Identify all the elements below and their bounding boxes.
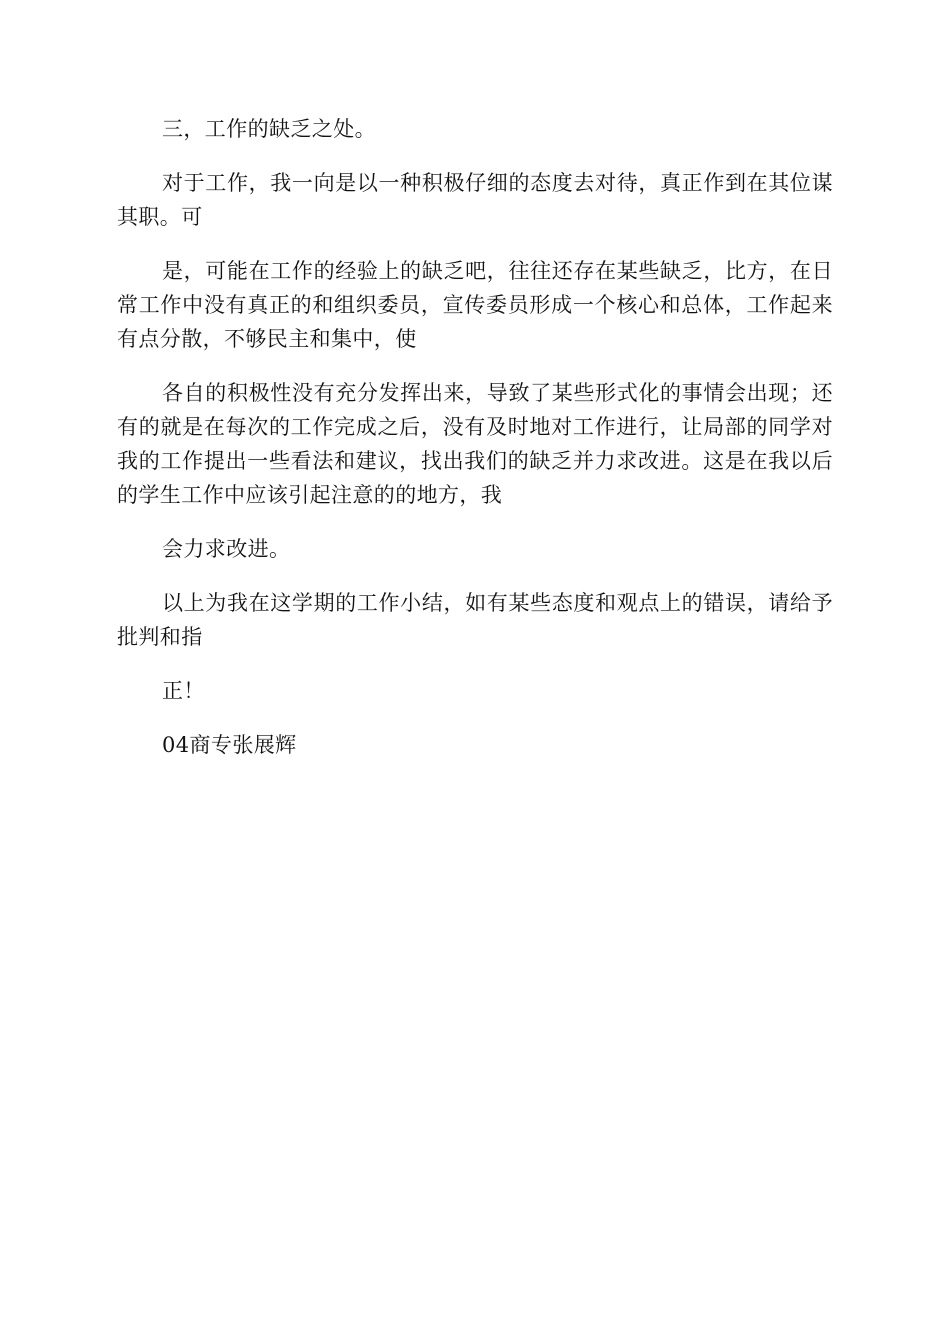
paragraph-4: 会力求改进。 [162, 537, 291, 561]
paragraph-5: 以上为我在这学期的工作小结，如有某些态度和观点上的错误，请给予批判和指 [117, 591, 833, 649]
paragraph-2: 是，可能在工作的经验上的缺乏吧，往往还存在某些缺乏，比方，在日常工作中没有真正的和组织委员，宣传委员形成一个核心和总体，工作起来有点分散，不够民主和集中，使 [117, 259, 833, 351]
signature: 04商专张展辉 [162, 733, 297, 757]
section-heading: 三，工作的缺乏之处。 [162, 117, 376, 141]
document-body [117, 112, 833, 762]
paragraph-6: 正！ [162, 679, 205, 703]
paragraph-1: 对于工作，我一向是以一种积极仔细的态度去对待，真正作到在其位谋其职。可 [117, 171, 833, 229]
paragraph-3: 各自的积极性没有充分发挥出来，导致了某些形式化的事情会出现；还有的就是在每次的工作完成之后，没有及时地对工作进行，让局部的同学对我的工作提出一些看法和建议，找出我们的缺乏并力求改进。这是在我以后的学生工作中应该引起注意的的地方，我 [117, 381, 833, 507]
